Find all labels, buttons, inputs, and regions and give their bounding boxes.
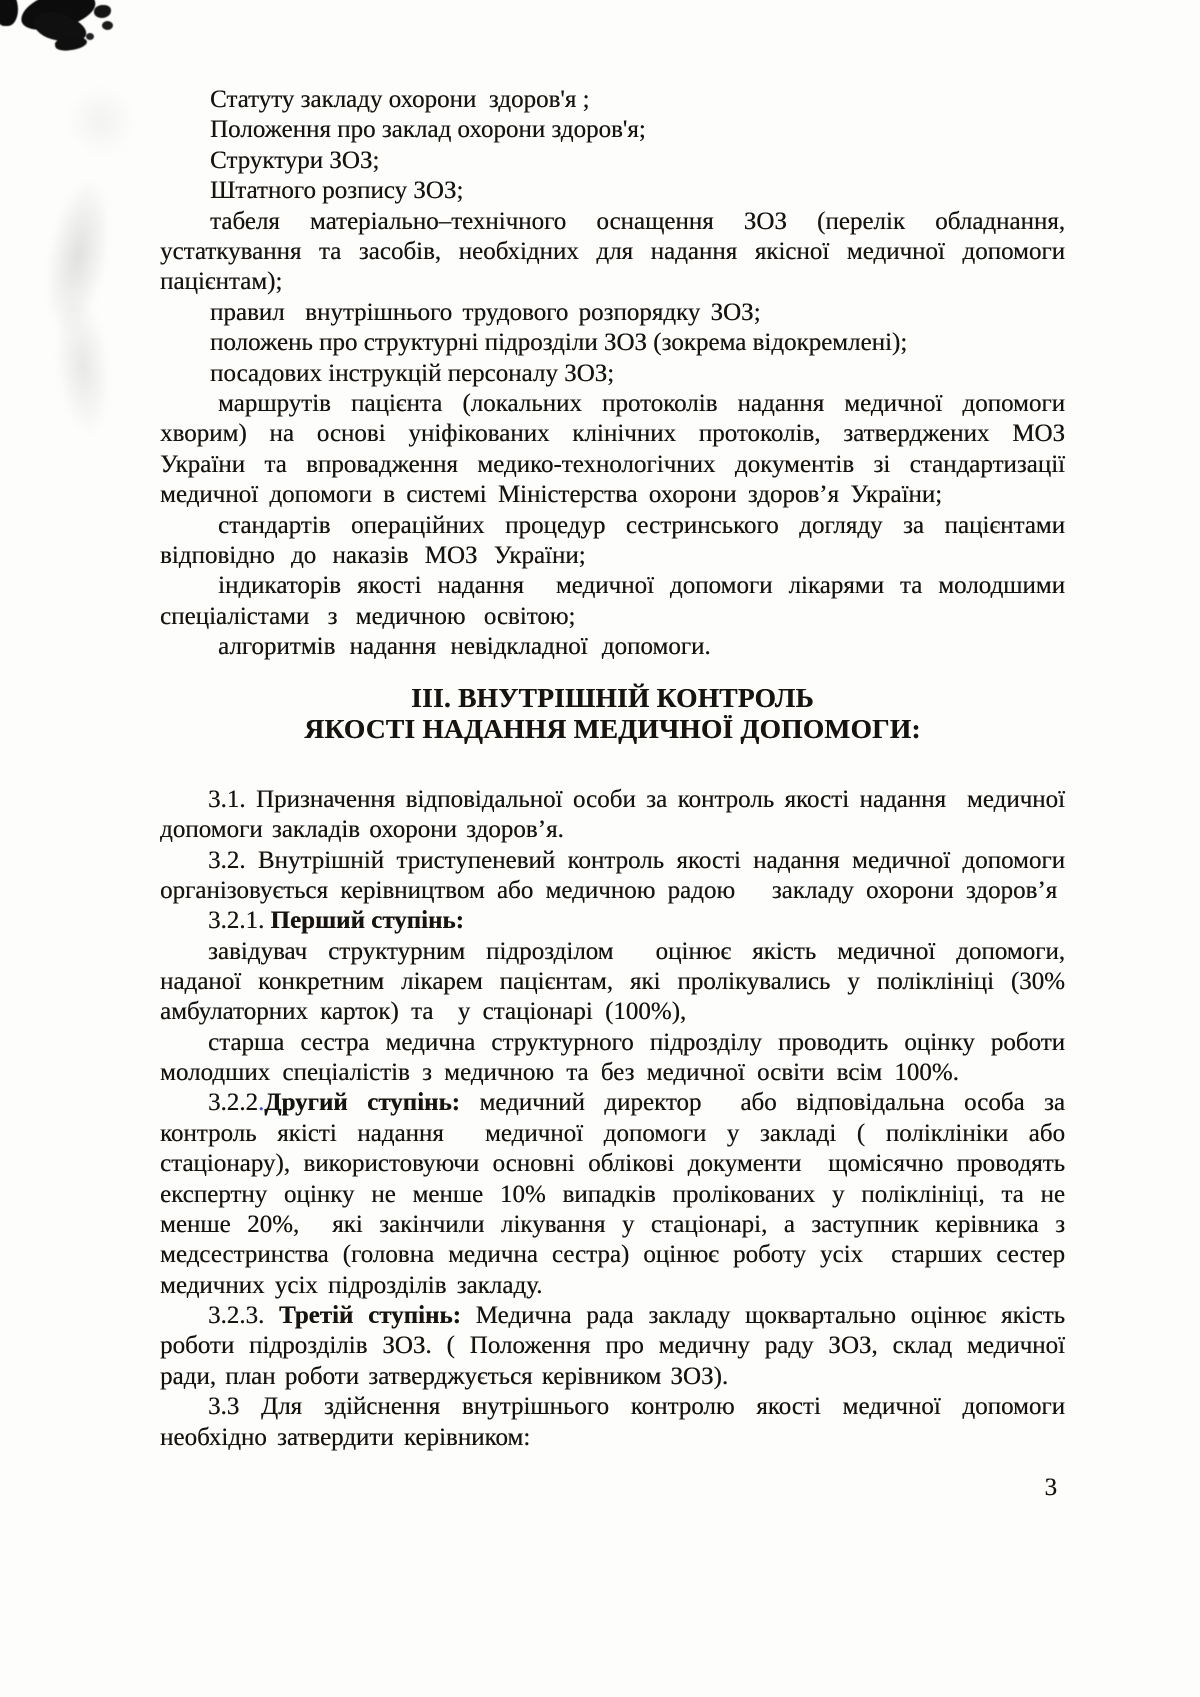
text-line [160, 115, 1065, 146]
text-run: допомоги закладів охорони здоров’я. [160, 816, 564, 843]
text-run: ЯКОСТІ НАДАННЯ МЕДИЧНОЇ ДОПОМОГИ: [304, 713, 921, 744]
text-line [160, 511, 1065, 542]
text-run: менше 20%, які закінчили лікування у стаціонарі, а заступник керівника з [160, 1211, 1065, 1238]
scan-smudge [35, 172, 122, 340]
text-line [160, 1271, 1065, 1302]
text-line [160, 176, 1065, 207]
text-line [160, 1331, 1065, 1362]
text-run: правил внутрішнього трудового розпорядку ЗОЗ; [210, 299, 761, 326]
text-run: експертну оцінку не менше 10% випадків пролікованих у поліклініці, та не [160, 1181, 1065, 1208]
document-text [160, 0, 1065, 1697]
text-run: контроль якісті надання медичної допомоги у закладі ( поліклініки або [160, 1120, 1065, 1147]
text-line [160, 937, 1065, 968]
text-line [160, 1149, 1065, 1180]
text-line [160, 571, 1065, 602]
ink-blot [94, 5, 111, 18]
text-line [160, 359, 1065, 390]
text-run: 3.2.2 [208, 1089, 258, 1116]
text-line [160, 602, 1065, 633]
text-line [160, 1028, 1065, 1059]
text-line [160, 1301, 1065, 1332]
text-line [160, 480, 1065, 511]
text-run: амбулаторних карток) та у стаціонарі (100%), [160, 998, 687, 1025]
text-line [160, 906, 1065, 937]
text-run: Перший ступінь: [270, 907, 464, 934]
ink-blot [0, 0, 18, 26]
text-run: роботи підрозділів ЗОЗ. ( Положення про медичну раду ЗОЗ, склад медичної [160, 1332, 1065, 1359]
text-line [160, 85, 1065, 116]
text-run: Другий ступінь: [264, 1089, 460, 1116]
text-run: 3.2. Внутрішній триступеневий контроль якості надання медичної допомоги [208, 847, 1065, 874]
text-run: ради, план роботи затверджується керівником ЗОЗ). [160, 1363, 729, 1390]
text-run: устаткування та засобів, необхідних для надання якісної медичної допомоги [160, 238, 1065, 265]
text-line [160, 967, 1065, 998]
text-run: індикаторів якості надання медичної допомоги лікарями та молодшими [218, 572, 1065, 599]
text-run: Штатного розпису ЗОЗ; [210, 177, 464, 204]
text-run: маршрутів пацієнта (локальних протоколів надання медичної допомоги [218, 390, 1065, 417]
text-line [160, 237, 1065, 268]
text-run: посадових інструкцій персоналу ЗОЗ; [210, 360, 615, 387]
text-line [160, 1362, 1065, 1393]
text-line [160, 632, 1065, 663]
text-run: ІІІ. ВНУТРІШНІЙ КОНТРОЛЬ [411, 682, 814, 713]
text-run: медичних усіх підрозділів закладу. [160, 1272, 543, 1299]
text-line [160, 419, 1065, 450]
text-run: старша сестра медична структурного підрозділу проводить оцінку роботи [208, 1029, 1065, 1056]
text-run: . [258, 1089, 265, 1116]
scan-smudge [49, 294, 117, 439]
ink-blot [102, 21, 113, 30]
text-run: завідувач структурним підрозділом оцінює якість медичної допомоги, [208, 938, 1065, 965]
text-run: алгоритмів надання невідкладної допомоги. [218, 633, 711, 660]
text-line [160, 846, 1065, 877]
text-line [160, 1210, 1065, 1241]
text-line [160, 389, 1065, 420]
text-line [160, 450, 1065, 481]
text-line [160, 1119, 1065, 1150]
text-run: України та впровадження медико-технологічних документів зі стандартизації [160, 451, 1065, 478]
text-run: медсестринства (головна медична сестра) оцінює роботу усіх старших сестер [160, 1241, 1065, 1268]
text-line [160, 298, 1065, 329]
text-run: Структури ЗОЗ; [210, 147, 380, 174]
text-run: пацієнтам); [160, 268, 283, 295]
text-run: організовується керівництвом або медичною радою закладу охорони здоров’я [160, 877, 1058, 904]
text-line [160, 328, 1065, 359]
text-run: Статуту закладу охорони здоров'я ; [210, 86, 590, 113]
page-number: 3 [1044, 1474, 1057, 1501]
text-line [160, 997, 1065, 1028]
text-run: спеціалістами з медичною освітою; [160, 603, 576, 630]
text-line [160, 1058, 1065, 1089]
text-run: медичний директор або відповідальна особа за [460, 1089, 1065, 1116]
text-line [160, 541, 1065, 572]
text-line [160, 267, 1065, 298]
text-run: 3.1. Призначення відповідальної особи за контроль якості надання медичної [208, 786, 1065, 813]
text-run: молодших спеціалістів з медичною та без медичної освіти всім 100%. [160, 1059, 959, 1086]
text-line [160, 876, 1065, 907]
text-run: хворим) на основі уніфікованих клінічних протоколів, затверджених МОЗ [160, 420, 1065, 447]
section-heading-line [160, 683, 1065, 714]
text-line [160, 1088, 1065, 1119]
text-run: Медична рада закладу щоквартально оцінює якість [460, 1302, 1066, 1329]
section-heading-line [160, 714, 1065, 745]
text-run: Третій ступінь: [278, 1302, 461, 1329]
text-line [160, 207, 1065, 238]
text-run: медичної допомоги в системі Міністерства охорони здоров’я України; [160, 481, 943, 508]
text-line [160, 1392, 1065, 1423]
text-run: 3.2.1. [208, 907, 271, 934]
text-run: відповідно до наказів МОЗ України; [160, 542, 586, 569]
text-run: 3.2.3. [208, 1302, 279, 1329]
text-line [160, 815, 1065, 846]
text-run: необхідно затвердити керівником: [160, 1424, 531, 1451]
text-line [160, 1423, 1065, 1454]
text-line [160, 1240, 1065, 1271]
text-run: стаціонару), використовуючи основні облікові документи щомісячно проводять [160, 1150, 1065, 1177]
text-run: наданої конкретним лікарем пацієнтам, які пролікувались у поліклініці (30% [160, 968, 1065, 995]
text-line [160, 1180, 1065, 1211]
ink-blot [86, 33, 94, 40]
text-run: табеля матеріально–технічного оснащення ЗОЗ (перелік обладнання, [210, 208, 1065, 235]
text-run: положень про структурні підрозділи ЗОЗ (зокрема відокремлені); [210, 329, 908, 356]
text-line [160, 785, 1065, 816]
text-run: 3.3 Для здійснення внутрішнього контролю якості медичної допомоги [208, 1393, 1065, 1420]
text-run: Положення про заклад охорони здоров'я; [210, 116, 646, 143]
text-line [160, 146, 1065, 177]
text-run: стандартів операційних процедур сестринського догляду за пацієнтами [218, 512, 1065, 539]
